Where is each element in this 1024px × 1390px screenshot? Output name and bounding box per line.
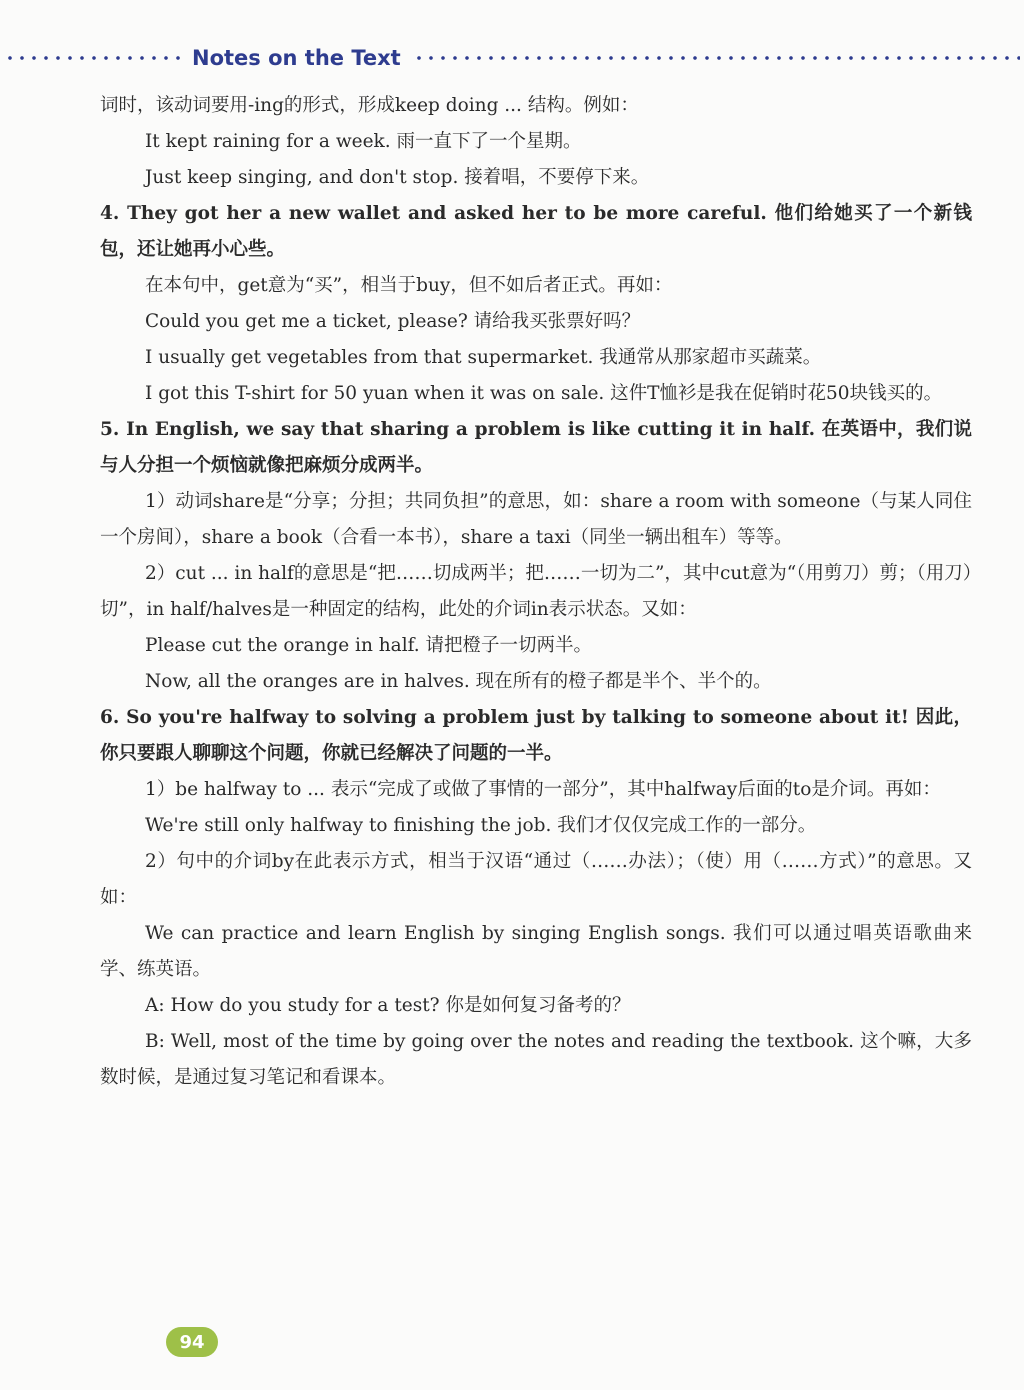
paragraph: 词时，该动词要用-ing的形式，形成keep doing ... 结构。例如：	[100, 95, 639, 116]
example-sentence: We can practice and learn English by singing English songs. 我们可以通过唱英语歌曲来学、练英语。	[100, 923, 972, 980]
section-header	[0, 40, 1024, 76]
explanation: 1）动词share是“分享；分担；共同负担”的意思，如：share a room with someone（与某人同住一个房间），share a book（合看一本书），share a taxi（同坐一辆出租车）等等。	[100, 491, 972, 548]
header-dots-right	[413, 56, 1020, 60]
note-heading-4: 4. They got her a new wallet and asked her to be more careful. 他们给她买了一个新钱包，还让她再小心些。	[100, 203, 972, 260]
example-sentence: I usually get vegetables from that supermarket. 我通常从那家超市买蔬菜。	[145, 347, 822, 368]
notes-body	[100, 88, 972, 1096]
dialogue-line: B: Well, most of the time by going over the notes and reading the textbook. 这个嘛，大多数时候，是通过复习笔记和看课本。	[100, 1031, 972, 1088]
example-sentence: We're still only halfway to finishing the job. 我们才仅仅完成工作的一部分。	[145, 815, 817, 836]
header-dots-left	[4, 56, 180, 60]
explanation: 2）cut ... in half的意思是“把……切成两半；把……一切为二”，其中cut意为“（用剪刀）剪；（用刀）切”，in half/halves是一种固定的结构，此处的介词in表示状态。又如：	[100, 563, 972, 620]
page-number-badge: 94	[166, 1327, 218, 1357]
note-heading-6: 6. So you're halfway to solving a problem just by talking to someone about it! 因此，你只要跟人聊聊这个问题，你就已经解决了问题的一半。	[100, 707, 972, 764]
note-heading-5: 5. In English, we say that sharing a problem is like cutting it in half. 在英语中，我们说与人分担一个烦恼就像把麻烦分成两半。	[100, 419, 972, 476]
dialogue-line: A: How do you study for a test? 你是如何复习备考的？	[145, 995, 631, 1016]
explanation: 在本句中，get意为“买”，相当于buy，但不如后者正式。再如：	[145, 275, 673, 296]
example-sentence: Please cut the orange in half. 请把橙子一切两半。	[145, 635, 593, 656]
explanation: 1）be halfway to ... 表示“完成了或做了事情的一部分”，其中halfway后面的to是介词。再如：	[145, 779, 941, 800]
example-sentence: Could you get me a ticket, please? 请给我买张票好吗？	[145, 311, 641, 332]
example-sentence: I got this T-shirt for 50 yuan when it was on sale. 这件T恤衫是我在促销时花50块钱买的。	[145, 383, 943, 404]
example-sentence: Now, all the oranges are in halves. 现在所有的橙子都是半个、半个的。	[145, 671, 772, 692]
section-title: Notes on the Text	[192, 46, 401, 70]
example-sentence: Just keep singing, and don't stop. 接着唱，不要停下来。	[145, 167, 650, 188]
example-sentence: It kept raining for a week. 雨一直下了一个星期。	[145, 131, 582, 152]
explanation: 2）句中的介词by在此表示方式，相当于汉语“通过（……办法）；（使）用（……方式）”的意思。又如：	[100, 851, 972, 908]
